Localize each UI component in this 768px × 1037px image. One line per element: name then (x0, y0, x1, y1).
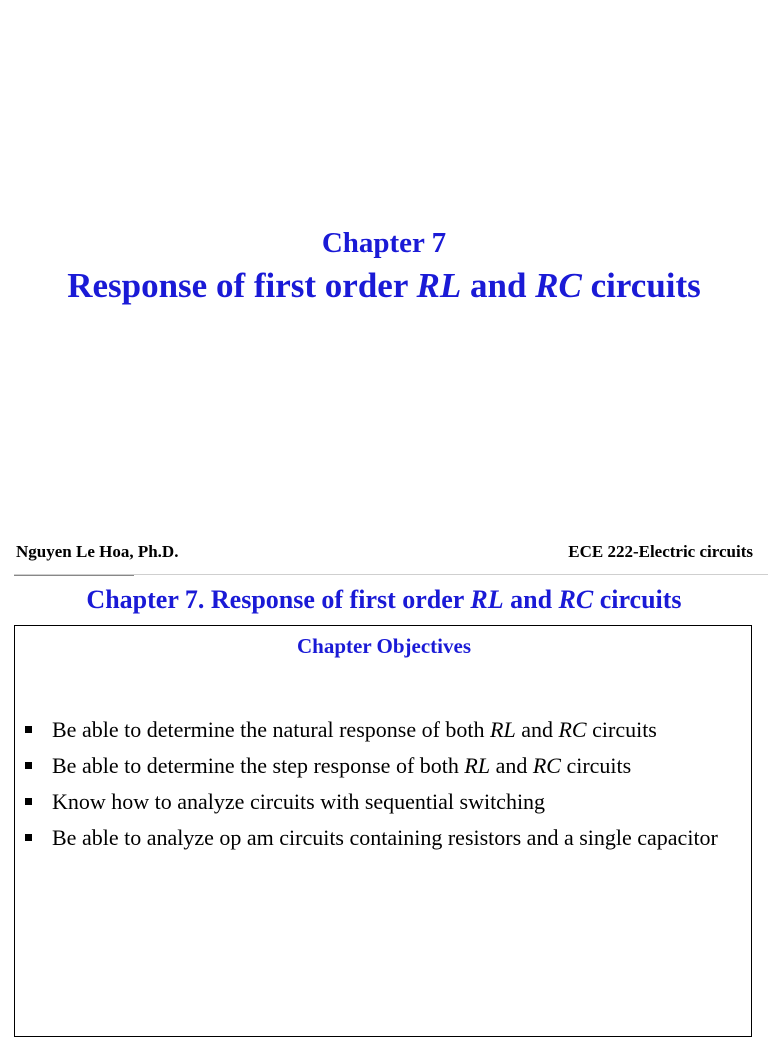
objective-and: and (515, 717, 559, 742)
title-text-2: circuits (581, 266, 701, 305)
objective-rl: RL (464, 753, 491, 778)
slide2-title-rl: RL (470, 585, 504, 614)
square-bullet-icon (25, 726, 32, 733)
title-rl: RL (416, 266, 462, 305)
square-bullet-icon (25, 762, 32, 769)
square-bullet-icon (25, 834, 32, 841)
objective-item (22, 712, 744, 748)
title-rc: RC (535, 266, 582, 305)
objective-text-end: circuits (586, 717, 657, 742)
objective-item (22, 748, 744, 784)
objective-rc: RC (532, 753, 561, 778)
square-bullet-icon (25, 798, 32, 805)
objective-rc: RC (558, 717, 587, 742)
slide2-title-text-1: Chapter 7. Response of first order (86, 585, 471, 614)
chapter-title (0, 266, 768, 306)
objective-and: and (490, 753, 533, 778)
title-and: and (461, 266, 536, 305)
slide2-title-rc: RC (558, 585, 594, 614)
slide2-title-and: and (503, 585, 559, 614)
objective-text-end: circuits (560, 753, 632, 778)
chapter-label: Chapter 7 (321, 227, 447, 259)
slide2-title (0, 585, 768, 615)
objectives-list (22, 712, 744, 856)
objective-rl: RL (490, 717, 516, 742)
footer-author: Nguyen Le Hoa, Ph.D. (16, 542, 179, 561)
title-text-1: Response of first order (67, 266, 417, 305)
objective-text: Be able to analyze op am circuits containing resistors and a single capacitor (52, 825, 718, 850)
objective-item (22, 820, 744, 856)
slide-divider-accent (14, 575, 134, 576)
slide2-title-text-2: circuits (593, 585, 682, 614)
objective-text: Be able to determine the step response of both (52, 753, 465, 778)
objective-item (22, 784, 744, 820)
objective-text: Be able to determine the natural response of both (52, 717, 491, 742)
objectives-heading: Chapter Objectives (297, 634, 471, 658)
footer-course: ECE 222-Electric circuits (568, 542, 753, 561)
objective-text: Know how to analyze circuits with sequential switching (52, 789, 546, 814)
